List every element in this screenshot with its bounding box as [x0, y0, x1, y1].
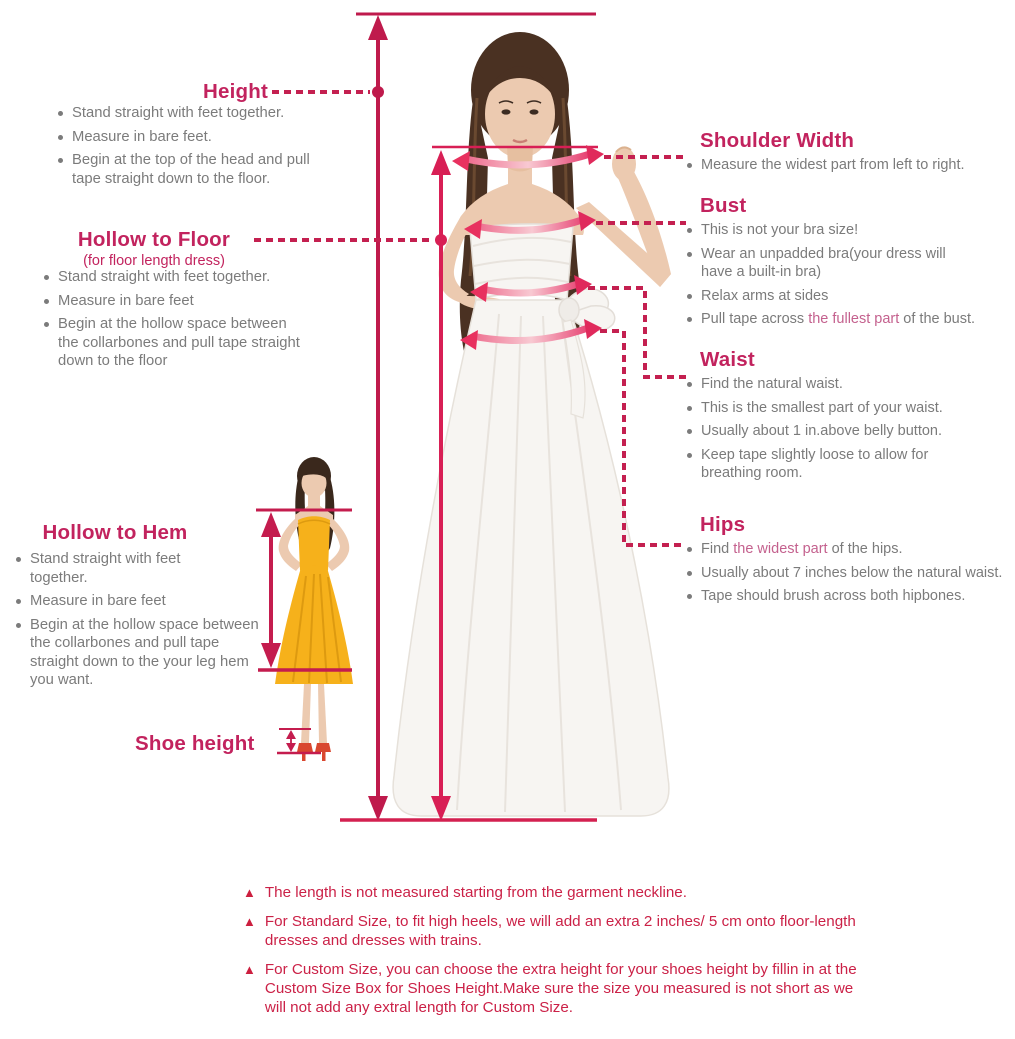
- bullet-text-highlight: the widest part: [733, 541, 828, 557]
- hips-title: Hips: [700, 513, 746, 536]
- bullet-text-highlight: the fullest part: [808, 311, 900, 327]
- bullet-text: Begin at the hollow space between the collarbones and pull tape straight down to the your leg hem you want.: [30, 616, 259, 688]
- list-item: [58, 151, 322, 188]
- bullet-text: Wear an unpadded bra(your dress will have a built-in bra): [701, 245, 946, 280]
- list-item: [44, 292, 308, 311]
- bullet-dot: [687, 163, 692, 168]
- bullet-dot: [16, 599, 21, 604]
- bullet-dot: [687, 571, 692, 576]
- model-dress: [393, 224, 669, 816]
- list-item: [687, 245, 1015, 282]
- bullet-dot: [16, 623, 21, 628]
- section-bust: [687, 194, 1015, 334]
- bullet-text-pre: Pull tape across: [701, 311, 809, 327]
- list-item: [687, 564, 1015, 583]
- list-item: [687, 422, 1015, 441]
- height-title: Height: [203, 80, 268, 103]
- triangle-bullet-icon: ▲: [243, 962, 256, 977]
- bust-bullets: [687, 221, 1015, 329]
- section-hollow-to-floor: [48, 228, 260, 269]
- bullet-text: Keep tape slightly loose to allow for breathing room.: [701, 446, 929, 481]
- hips-bullets: [687, 540, 1015, 606]
- note-text: For Custom Size, you can choose the extra height for your shoes height by fillin in at the Custom Size Box for Shoes Height.Make sure the size you measured is not short as we will not add any extral length for Custom Size.: [264, 961, 857, 1016]
- bust-title: Bust: [700, 194, 747, 217]
- section-height: [56, 80, 268, 104]
- bullet-text-post: of the hips.: [827, 541, 903, 557]
- bullet-dot: [687, 406, 692, 411]
- bullet-text: Measure the widest part from left to right.: [701, 157, 965, 173]
- note-text: For Standard Size, to fit high heels, we will add an extra 2 inches/ 5 cm onto floor-length dresses and dresses with trains.: [264, 913, 856, 949]
- bullet-dot: [687, 429, 692, 434]
- bullet-text: Begin at the hollow space between the collarbones and pull tape straight down to the floor: [58, 316, 300, 369]
- main-model-figure: [373, 18, 688, 825]
- bullet-dot: [687, 547, 692, 552]
- bullet-dot: [44, 322, 49, 327]
- bullet-dot: [687, 317, 692, 322]
- note-item: [243, 912, 883, 950]
- bullet-dot: [44, 299, 49, 304]
- note-text: The length is not measured starting from the garment neckline.: [264, 884, 687, 901]
- bullet-text: Tape should brush across both hipbones.: [701, 588, 966, 604]
- list-item: [687, 399, 1015, 418]
- bullet-text: Measure in bare feet: [30, 593, 166, 609]
- footer-notes: [243, 883, 883, 1027]
- bullet-dot: [687, 252, 692, 257]
- bullet-text-pre: Find: [701, 541, 734, 557]
- bullet-dot: [687, 382, 692, 387]
- bullet-text: Stand straight with feet together.: [58, 269, 271, 285]
- section-waist: [687, 348, 1015, 488]
- section-hollow-to-hem: [30, 521, 200, 545]
- bullet-dot: [58, 158, 63, 163]
- bullet-dot: [58, 111, 63, 116]
- list-item: [44, 315, 308, 371]
- small-model-figure: [256, 446, 368, 772]
- list-item: [687, 446, 1015, 483]
- list-item: [58, 104, 322, 123]
- list-item: [687, 287, 1015, 306]
- bullet-text: Measure in bare feet.: [72, 128, 212, 145]
- bullet-text: Measure in bare feet: [58, 292, 194, 309]
- bullet-dot: [687, 453, 692, 458]
- bullet-text: This is the smallest part of your waist.: [701, 399, 943, 416]
- list-item: [687, 156, 1015, 175]
- bullet-dot: [687, 228, 692, 233]
- list-item: [687, 375, 1015, 394]
- bullet-text: Stand straight with feet together.: [30, 551, 181, 586]
- bullet-text: Usually about 7 inches below the natural waist.: [701, 564, 1003, 581]
- bullet-dot: [687, 594, 692, 599]
- shoulder-width-title: Shoulder Width: [700, 129, 855, 152]
- bullet-text: Usually about 1 in.above belly button.: [701, 423, 943, 439]
- hollow-to-hem-bullets: [16, 550, 268, 695]
- bullet-dot: [16, 557, 21, 562]
- bullet-text: Stand straight with feet together.: [72, 105, 285, 121]
- section-shoe-height: [135, 732, 265, 756]
- bullet-text: Find the natural waist.: [701, 376, 843, 392]
- triangle-bullet-icon: ▲: [243, 885, 256, 900]
- bullet-text: Relax arms at sides: [701, 287, 829, 304]
- list-item: [687, 310, 1015, 329]
- waist-title: Waist: [700, 348, 755, 371]
- hollow-to-hem-title: Hollow to Hem: [42, 521, 188, 544]
- section-hips: [687, 513, 1015, 611]
- height-bullets: [58, 104, 322, 193]
- bullet-text: This is not your bra size!: [701, 222, 859, 238]
- section-shoulder-width: [687, 129, 1015, 180]
- list-item: [44, 268, 308, 287]
- shoulder-width-bullets: [687, 156, 1015, 175]
- bullet-text-post: of the bust.: [899, 311, 976, 327]
- bullet-dot: [58, 135, 63, 140]
- bullet-dot: [44, 275, 49, 280]
- bullet-text: [701, 310, 975, 329]
- list-item: [687, 540, 1015, 559]
- list-item: [58, 128, 322, 147]
- list-item: [16, 592, 268, 611]
- bullet-dot: [687, 294, 692, 299]
- small-model-shoes: [297, 743, 331, 761]
- bullet-text: [701, 540, 903, 559]
- waist-bullets: [687, 375, 1015, 483]
- shoe-height-title: Shoe height: [135, 732, 255, 755]
- list-item: [16, 550, 268, 587]
- list-item: [687, 587, 1015, 606]
- note-item: [243, 960, 883, 1017]
- bullet-text: Begin at the top of the head and pull tape straight down to the floor.: [72, 152, 310, 187]
- hollow-to-floor-subtitle: (for floor length dress): [83, 253, 225, 269]
- list-item: [16, 616, 268, 690]
- hollow-to-floor-title: Hollow to Floor: [77, 228, 231, 251]
- note-item: [243, 883, 883, 902]
- list-item: [687, 221, 1015, 240]
- triangle-bullet-icon: ▲: [243, 914, 256, 929]
- hollow-to-floor-bullets: [44, 268, 308, 376]
